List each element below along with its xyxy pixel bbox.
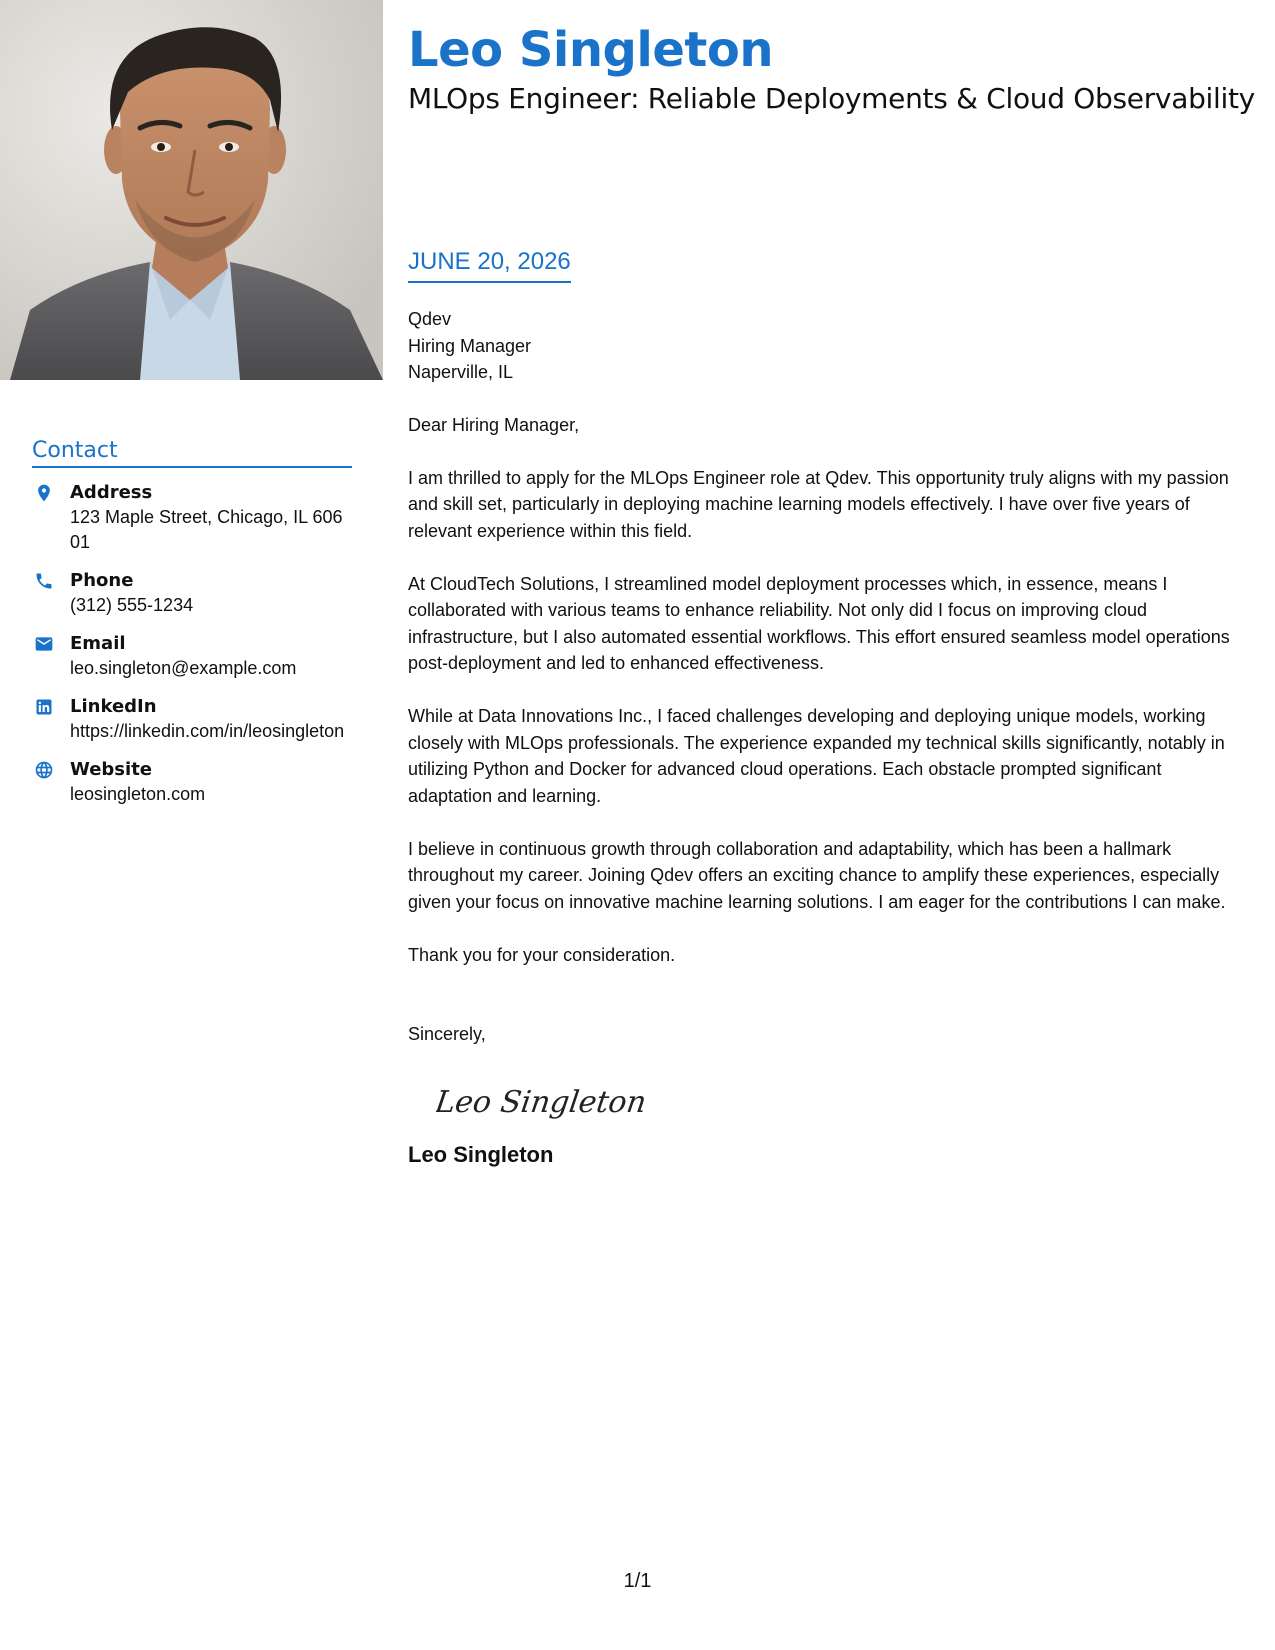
job-title: MLOps Engineer: Reliable Deployments & Cloud Observability — [408, 82, 1255, 115]
letter-date: JUNE 20, 2026 — [408, 248, 571, 283]
contact-item-website — [32, 757, 352, 807]
envelope-icon — [32, 632, 56, 656]
linkedin-link[interactable]: https://linkedin.com/in/leosingleton — [70, 721, 345, 741]
linkedin-icon — [32, 695, 56, 719]
profile-photo — [0, 0, 383, 380]
contact-heading: Contact — [32, 438, 352, 468]
paragraph: I am thrilled to apply for the MLOps Engineer role at Qdev. This opportunity truly aligns with my passion and skill set, particularly in deploying machine learning models effectively. I have over five years of relevant experience within this field. — [408, 467, 1229, 541]
letter-body — [408, 306, 1248, 1168]
paragraph: I believe in continuous growth through collaboration and adaptability, which has been a hallmark throughout my career. Joining Qdev offers an exciting chance to amplify these experiences, especially given your focus on innovative machine learning solutions. I am eager for the contributions I can make. — [408, 838, 1226, 912]
signature-image — [436, 1070, 1248, 1130]
signed-name: Leo Singleton — [408, 1141, 554, 1167]
phone-value: (312) 555-1234 — [70, 595, 194, 615]
contact-item-email — [32, 631, 352, 681]
address-value: 123 Maple Street, Chicago, IL 60601 — [70, 507, 343, 552]
contact-item-linkedin — [32, 694, 352, 744]
globe-icon — [32, 758, 56, 782]
location-pin-icon — [32, 481, 56, 505]
contact-item-address — [32, 480, 352, 555]
phone-icon — [32, 569, 56, 593]
contact-label: Address — [70, 482, 153, 503]
contact-label: LinkedIn — [70, 696, 157, 717]
closing: Sincerely, — [408, 1024, 486, 1044]
email-link[interactable]: leo.singleton@example.com — [70, 658, 297, 678]
thank-you-line: Thank you for your consideration. — [408, 944, 676, 965]
contact-label: Phone — [70, 570, 134, 591]
signature-text: Leo Singleton — [436, 1084, 649, 1120]
paragraph: At CloudTech Solutions, I streamlined model deployment processes which, in essence, means I collaborated with various teams to enhance reliability. Not only did I focus on improving cloud infrastructure, but I also automated essential workflows. This effort ensured seamless model operations post-deployment and led to enhanced effectiveness. — [408, 573, 1230, 673]
recipient-block — [408, 306, 1248, 386]
salutation: Dear Hiring Manager, — [408, 414, 580, 435]
contact-item-phone — [32, 568, 352, 618]
contact-label: Email — [70, 633, 126, 654]
page-number: 1/1 — [623, 1570, 652, 1592]
recipient-company: Qdev — [408, 309, 452, 329]
contact-section — [32, 438, 352, 820]
portrait-image — [0, 0, 383, 380]
paragraph: While at Data Innovations Inc., I faced challenges developing and deploying unique models, working closely with MLOps professionals. The experience expanded my technical skills significantly, notably in utilizing Python and Docker for advanced cloud operations. Each obstacle prompted significant adaptation and learning. — [408, 706, 1225, 806]
recipient-title: Hiring Manager — [408, 335, 532, 356]
applicant-name: Leo Singleton — [408, 22, 773, 78]
recipient-location: Naperville, IL — [408, 362, 514, 382]
contact-label: Website — [70, 759, 153, 780]
website-link[interactable]: leosingleton.com — [70, 784, 206, 804]
